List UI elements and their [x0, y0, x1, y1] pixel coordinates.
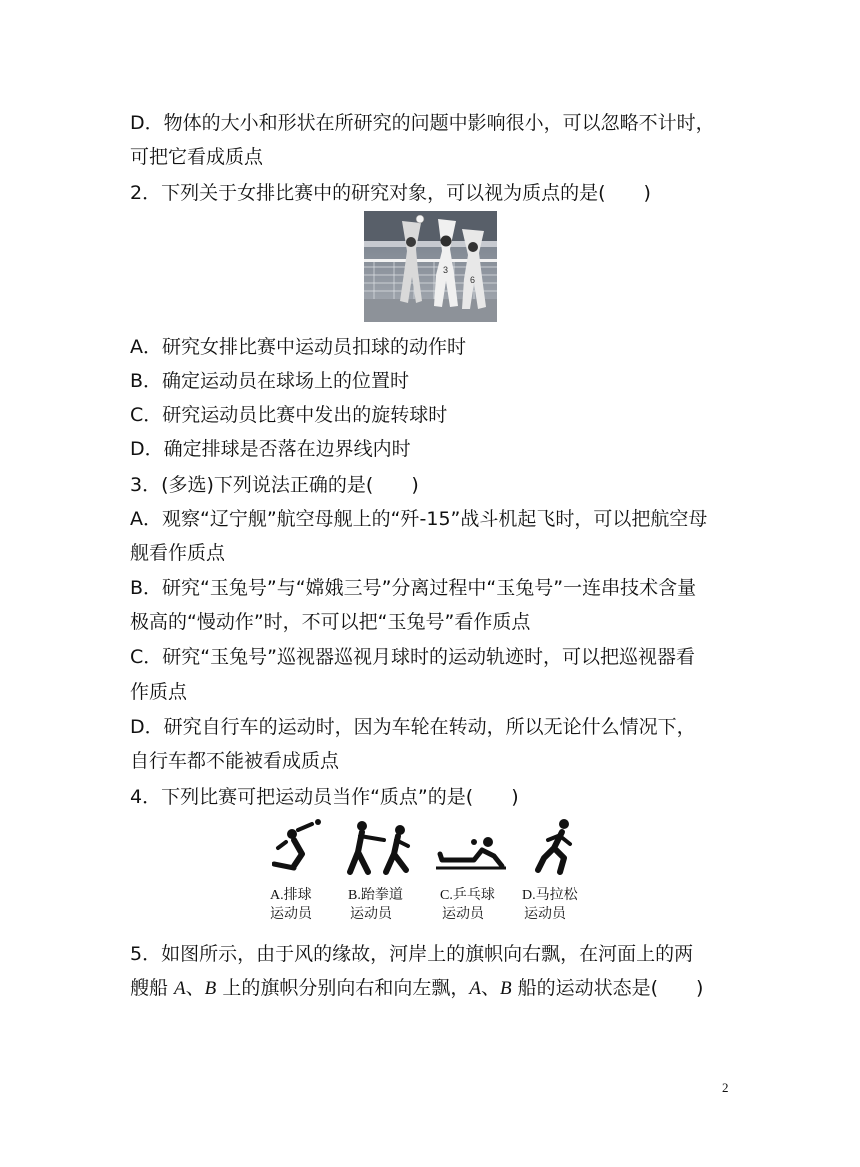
- q3-option-a-line2: 舰看作质点: [130, 542, 226, 564]
- q5-sep: 、: [185, 977, 205, 999]
- q5-line1: 5．如图所示，由于风的缘故，河岸上的旗帜向右飘，在河面上的两: [130, 943, 694, 965]
- q5-line2: [130, 976, 703, 1001]
- q1-option-d-line2: 可把它看成质点: [130, 146, 264, 168]
- jersey-number-3: 3: [443, 265, 449, 275]
- q3-stem: 3．(多选)下列说法正确的是( ): [130, 474, 419, 496]
- q5-text-a: 艘船: [130, 977, 175, 999]
- table-tennis-pictogram: [434, 836, 508, 876]
- q3-option-b-line2: 极高的“慢动作”时，不可以把“玉兔号”看作质点: [130, 611, 531, 633]
- jersey-number-6: 6: [470, 275, 476, 285]
- q2-option-d: D．确定排球是否落在边界线内时: [130, 438, 411, 460]
- caption-b-line1: B.跆拳道: [348, 888, 403, 903]
- q5-text-b: 上的旗帜分别向右和向左飘，: [216, 977, 470, 999]
- q4-stem: 4．下列比赛可把运动员当作“质点”的是( ): [130, 786, 519, 808]
- caption-a-line2: 运动员: [270, 907, 312, 922]
- volleyball-photo: [364, 211, 497, 322]
- caption-d-line1: D.马拉松: [522, 888, 578, 903]
- q1-option-d-line1: D．物体的大小和形状在所研究的问题中影响很小，可以忽略不计时，: [130, 112, 715, 134]
- caption-c-line2: 运动员: [442, 907, 484, 922]
- caption-b-line2: 运动员: [350, 907, 392, 922]
- q2-stem: 2．下列关于女排比赛中的研究对象，可以视为质点的是( ): [130, 182, 651, 204]
- q3-option-c-line1: C．研究“玉兔号”巡视器巡视月球时的运动轨迹时，可以把巡视器看: [130, 646, 695, 668]
- marathon-pictogram: [532, 818, 580, 876]
- taekwondo-pictogram: [344, 820, 414, 876]
- ship-b-label-2: B: [499, 978, 512, 999]
- q5-sep-2: 、: [480, 977, 500, 999]
- q3-option-c-line2: 作质点: [130, 681, 188, 703]
- q2-option-b: B．确定运动员在球场上的位置时: [130, 370, 410, 392]
- ship-a-label: A: [174, 978, 186, 999]
- q3-option-b-line1: B．研究“玉兔号”与“嫦娥三号”分离过程中“玉兔号”一连串技术含量: [130, 577, 697, 599]
- caption-d-line2: 运动员: [524, 907, 566, 922]
- q3-option-d-line1: D．研究自行车的运动时，因为车轮在转动，所以无论什么情况下，: [130, 716, 696, 738]
- ship-b-label: B: [204, 978, 217, 999]
- ship-a-label-2: A: [469, 978, 481, 999]
- volleyball-pictogram: [272, 818, 324, 874]
- q3-option-a-line1: A．观察“辽宁舰”航空母舰上的“歼-15”战斗机起飞时，可以把航空母: [130, 508, 708, 530]
- q5-text-c: 船的运动状态是( ): [511, 977, 704, 999]
- caption-c-line1: C.乒乓球: [440, 888, 495, 903]
- q2-option-c: C．研究运动员比赛中发出的旋转球时: [130, 404, 448, 426]
- q2-option-a: A．研究女排比赛中运动员扣球的动作时: [130, 336, 466, 358]
- caption-a-line1: A.排球: [270, 888, 312, 903]
- q3-option-d-line2: 自行车都不能被看成质点: [130, 750, 340, 772]
- page-number: 2: [722, 1080, 729, 1095]
